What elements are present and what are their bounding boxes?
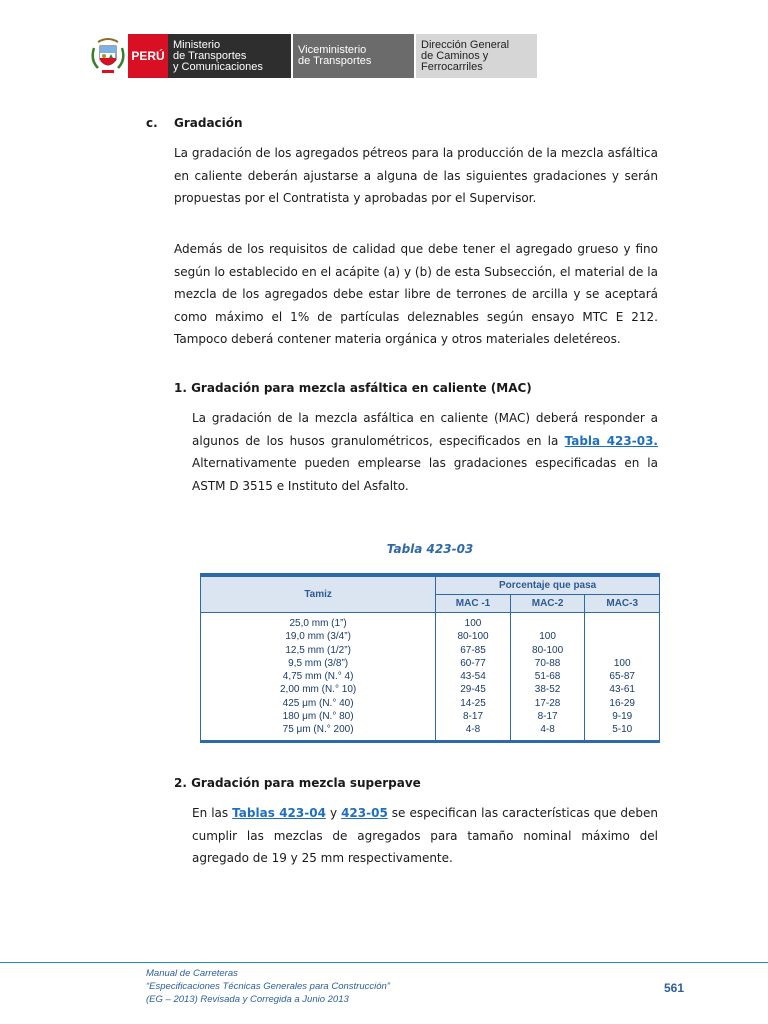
table-cell-tamiz: 425 μm (N.° 40) [201, 697, 436, 710]
vice-line-2: de Transportes [298, 55, 372, 67]
table-cell-mac1: 43-54 [436, 670, 511, 683]
section-title: Gradación [174, 116, 243, 130]
subsection-1-paragraph [192, 407, 658, 497]
header-tamiz: Tamiz [201, 577, 436, 613]
footer-line-3: (EG – 2013) Revisada y Corregida a Junio 2013 [146, 994, 349, 1005]
table-cell-tamiz: 4,75 mm (N.° 4) [201, 670, 436, 683]
subsection-2-paragraph [192, 802, 658, 870]
table-row [201, 697, 660, 710]
footer-line-2: “Especificaciones Técnicas Generales para Construcción” [146, 981, 390, 992]
header-mac2: MAC-2 [510, 595, 585, 613]
table-row [201, 644, 660, 657]
table-cell-mac2: 38-52 [510, 683, 585, 696]
tablas-423-04-link[interactable]: Tablas 423-04 [232, 806, 326, 820]
institution-header [88, 34, 537, 78]
table-caption: Tabla 423-03 [386, 542, 474, 556]
header-mac3: MAC-3 [585, 595, 660, 613]
ministry-line-1: Ministerio [173, 38, 221, 51]
gradation-table [200, 573, 660, 743]
table-row [201, 670, 660, 683]
header-porcentaje: Porcentaje que pasa [436, 577, 660, 595]
sub2-text-2: y [325, 806, 342, 820]
vice-line-1: Viceministerio [298, 44, 367, 56]
table-cell-mac3 [585, 644, 660, 657]
sub2-text-3: se especifican las características que deben cumplir las mezclas de agregados para tamaño nominal máximo del agregado de 19 y 25 mm respectivamente. [192, 806, 658, 865]
header-mac1: MAC -1 [436, 595, 511, 613]
sub1-text-before: La gradación de la mezcla asfáltica en caliente (MAC) deberá responder a algunos de los husos granulométricos, especificados en la [192, 411, 658, 448]
table-cell-mac1: 60-77 [436, 657, 511, 670]
table-cell-mac3: 43-61 [585, 683, 660, 696]
table-cell-tamiz: 19,0 mm (3/4”) [201, 630, 436, 643]
table-cell-mac2: 70-88 [510, 657, 585, 670]
tabla-423-03-link[interactable]: Tabla 423-03. [564, 433, 658, 448]
table-cell-mac1: 67-85 [436, 644, 511, 657]
table-cell-tamiz: 180 μm (N.° 80) [201, 710, 436, 723]
direction-line-2: de Caminos y [421, 49, 489, 62]
table-cell-tamiz: 9,5 mm (3/8”) [201, 657, 436, 670]
table-cell-mac2: 80-100 [510, 644, 585, 657]
table-row [201, 710, 660, 723]
table-cell-mac3: 5-10 [585, 723, 660, 739]
table-cell-mac1: 29-45 [436, 683, 511, 696]
paragraph-1: La gradación de los agregados pétreos para la producción de la mezcla asfáltica en caliente deberán ajustarse a alguna de las siguientes gradaciones y serán propuestas por el Contratista y aprobadas por el Supervisor. [174, 146, 658, 205]
table-row [201, 613, 660, 631]
table-cell-mac2: 8-17 [510, 710, 585, 723]
section-number: c. [146, 116, 158, 130]
paragraph-2: Además de los requisitos de calidad que debe tener el agregado grueso y fino según lo establecido en el acápite (a) y (b) de esta Subsección, el material de la mezcla de los agregados debe estar libre de terrones de arcilla y se aceptará como máximo el 1% de partículas deleznables según ensayo MTC E 212. Tampoco deberá contener materia orgánica y otros materiales deletéreos. [174, 242, 658, 346]
table-cell-mac2: 100 [510, 630, 585, 643]
footer-divider [0, 962, 768, 963]
table-cell-mac1: 4-8 [436, 723, 511, 739]
sub1-text-after: Alternativamente pueden emplearse las gradaciones especificadas en la ASTM D 3515 e Instituto del Asfalto. [192, 456, 658, 493]
direction-block [414, 34, 537, 78]
subsection-1-title: 1. Gradación para mezcla asfáltica en caliente (MAC) [174, 381, 532, 395]
coat-of-arms-icon [88, 34, 128, 78]
page-number: 561 [664, 981, 685, 995]
direction-line-1: Dirección General [421, 38, 510, 51]
table-cell-tamiz: 12,5 mm (1/2”) [201, 644, 436, 657]
ministry-line-3: y Comunicaciones [173, 60, 263, 73]
table-cell-mac1: 100 [436, 613, 511, 631]
table-cell-mac2: 51-68 [510, 670, 585, 683]
section-heading [146, 116, 243, 130]
table-cell-mac3: 100 [585, 657, 660, 670]
table-cell-mac2: 17-28 [510, 697, 585, 710]
table-row [201, 630, 660, 643]
table-cell-mac3 [585, 630, 660, 643]
footer-reference [146, 967, 390, 1006]
table-cell-mac1: 80-100 [436, 630, 511, 643]
subsection-2-title: 2. Gradación para mezcla superpave [174, 776, 421, 790]
table-row [201, 723, 660, 739]
viceministry-block [291, 34, 414, 78]
table-cell-tamiz: 75 μm (N.° 200) [201, 723, 436, 739]
table-cell-mac1: 14-25 [436, 697, 511, 710]
ministry-line-2: de Transportes [173, 49, 247, 62]
direction-line-3: Ferrocarriles [421, 60, 483, 73]
table-cell-mac3 [585, 613, 660, 631]
table-row [201, 657, 660, 670]
tabla-423-05-link[interactable]: 423-05 [341, 806, 388, 820]
table-cell-mac2: 4-8 [510, 723, 585, 739]
table-cell-mac1: 8-17 [436, 710, 511, 723]
table-cell-mac3: 65-87 [585, 670, 660, 683]
table-cell-mac2 [510, 613, 585, 631]
table-cell-tamiz: 2,00 mm (N.° 10) [201, 683, 436, 696]
peru-badge: PERÚ [128, 34, 168, 78]
table-cell-mac3: 16-29 [585, 697, 660, 710]
table-row [201, 683, 660, 696]
ministry-block [168, 34, 291, 78]
sub2-text-1: En las [192, 806, 233, 820]
table-cell-mac3: 9-19 [585, 710, 660, 723]
footer-line-1: Manual de Carreteras [146, 968, 238, 979]
table-cell-tamiz: 25,0 mm (1”) [201, 613, 436, 631]
